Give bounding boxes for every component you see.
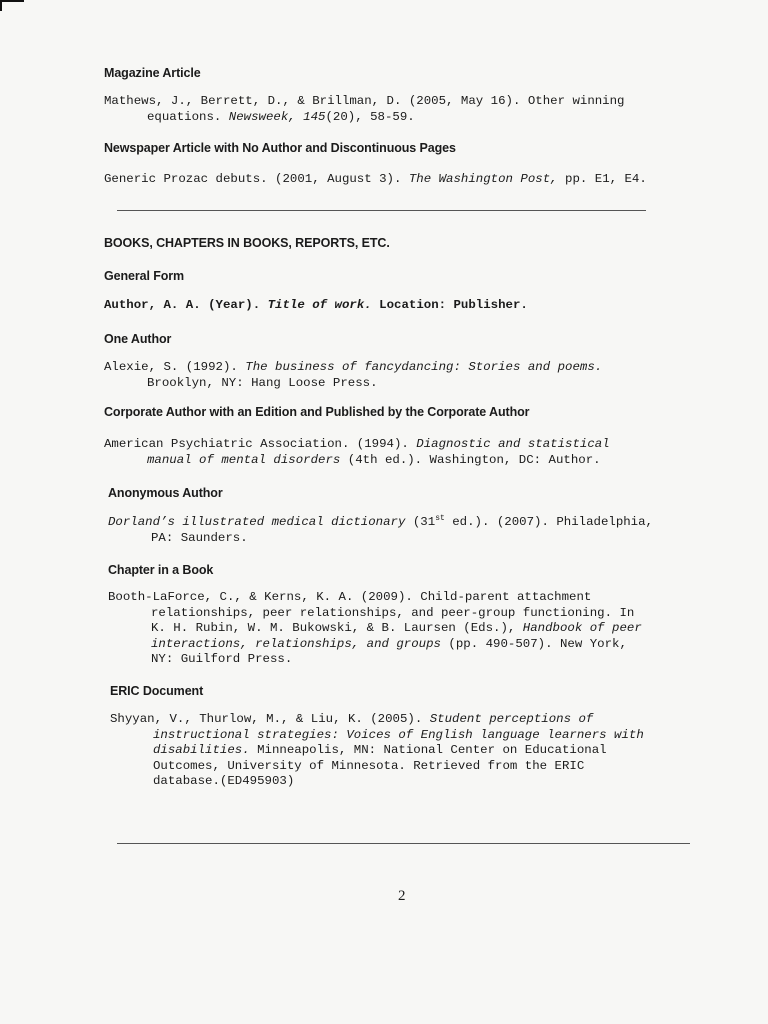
reference-anonymous-author (108, 515, 653, 546)
ref-line: relationships, peer relationships, and peer-group functioning. In (151, 605, 635, 620)
reference-newspaper (104, 172, 647, 188)
section-divider (117, 843, 690, 844)
heading-books-section: BOOKS, CHAPTERS IN BOOKS, REPORTS, ETC. (104, 236, 390, 250)
ref-line: database.(ED495903) (153, 774, 295, 788)
ref-line: Booth-LaForce, C., & Kerns, K. A. (2009). Child-parent attachment (108, 590, 592, 604)
ref-line: Generic Prozac debuts. (2001, August 3). The Washington Post, pp. E1, E4. (104, 172, 647, 186)
reference-general-form (104, 298, 528, 314)
ref-line: Dorland’s illustrated medical dictionary (31st ed.). (2007). Philadelphia, (108, 513, 653, 529)
ref-line: Outcomes, University of Minnesota. Retrieved from the ERIC (153, 758, 585, 773)
section-divider (117, 210, 646, 211)
ref-line: Mathews, J., Berrett, D., & Brillman, D. (2005, May 16). Other winning (104, 94, 625, 108)
ref-line: disabilities. Minneapolis, MN: National Center on Educational (153, 743, 607, 757)
scan-corner-mark (0, 0, 24, 11)
reference-corporate-author (104, 437, 610, 468)
heading-one-author: One Author (104, 332, 172, 346)
ref-line: Brooklyn, NY: Hang Loose Press. (147, 375, 378, 390)
ref-line: Shyyan, V., Thurlow, M., & Liu, K. (2005). Student perceptions of (110, 712, 594, 726)
reference-eric (110, 712, 644, 790)
ref-line: PA: Saunders. (151, 530, 248, 545)
ref-line: Alexie, S. (1992). The business of fancydancing: Stories and poems. (104, 360, 603, 374)
heading-chapter-in-book: Chapter in a Book (108, 563, 214, 577)
heading-general-form: General Form (104, 269, 185, 283)
ref-line: Author, A. A. (Year). Title of work. Location: Publisher. (104, 298, 528, 312)
heading-corporate-author: Corporate Author with an Edition and Published by the Corporate Author (104, 405, 530, 419)
heading-eric-document: ERIC Document (110, 684, 204, 698)
ref-line: manual of mental disorders (4th ed.). Washington, DC: Author. (147, 452, 601, 467)
ref-line: interactions, relationships, and groups (pp. 490-507). New York, (151, 636, 627, 651)
heading-anonymous-author: Anonymous Author (108, 486, 223, 500)
ref-line: NY: Guilford Press. (151, 652, 293, 666)
page-number: 2 (398, 888, 406, 904)
ref-line: K. H. Rubin, W. M. Bukowski, & B. Laursen (Eds.), Handbook of peer (151, 621, 642, 635)
reference-one-author (104, 360, 602, 391)
reference-chapter (108, 590, 642, 668)
ref-line: instructional strategies: Voices of English language learners with (153, 727, 644, 742)
heading-magazine-article: Magazine Article (104, 66, 201, 80)
heading-newspaper-article: Newspaper Article with No Author and Discontinuous Pages (104, 141, 456, 155)
ref-line: American Psychiatric Association. (1994). Diagnostic and statistical (104, 437, 610, 451)
ref-line: equations. Newsweek, 145(20), 58-59. (147, 109, 415, 124)
reference-magazine (104, 94, 625, 125)
